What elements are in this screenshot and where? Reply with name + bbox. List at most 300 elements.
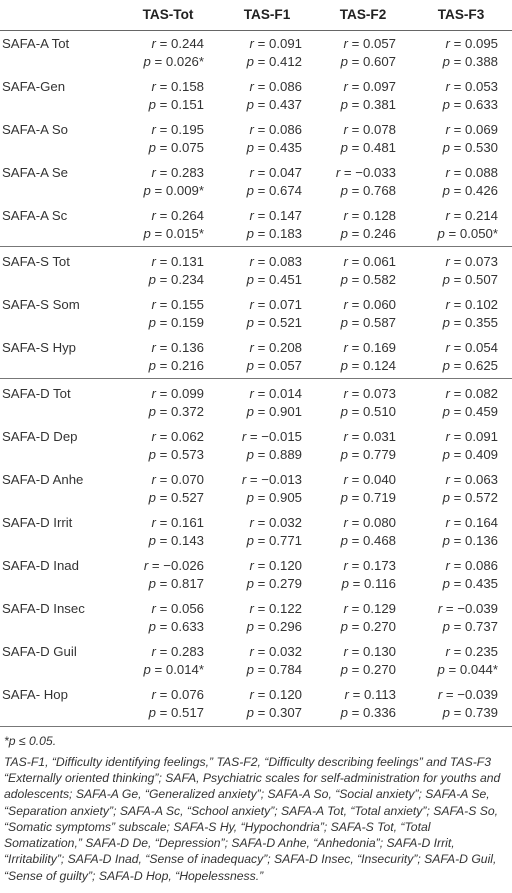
table-footnotes bbox=[0, 727, 512, 884]
r-value-cell bbox=[316, 335, 410, 357]
r-value: 0.235 bbox=[464, 644, 498, 660]
equals-sign: = bbox=[449, 644, 465, 660]
equals-sign: = bbox=[347, 208, 363, 224]
abbreviation-legend: TAS-F1, “Difficulty identifying feelings,” TAS-F2, “Difficulty describing feelings” and TAS-F3 “Externally oriented thinking”; SAFA, Psychiatric scales for self-administration for youths and adolescents; SAFA-A Ge, “Generalized anxiety”; SAFA-A So, “Social anxiety”; SAFA-A Se, “Separation anxiety”; SAFA-A Sc, “School anxiety”; SAFA-A Tot, “Total anxiety”; SAFA-S So, “Somatic symptoms” subscale; SAFA-S Hy, “Hypochondria”; SAFA-S Tot, “Total Somatization,” SAFA-D De, “Depression”; SAFA-D Anhe, “Anhedonia”; SAFA-D Irrit, “Irritability”; SAFA-D Inad, “Sense of inadequacy”; SAFA-D Insec, “Insecurity”; SAFA-D Guil, “Sense of guilty”; SAFA-D Hop, “Hopelessness.” bbox=[4, 754, 501, 883]
p-value: 0.517 bbox=[170, 704, 204, 720]
equals-sign: = bbox=[155, 297, 171, 313]
equals-sign: = bbox=[253, 357, 269, 373]
p-value: 0.183 bbox=[268, 225, 302, 241]
r-symbol: r bbox=[343, 340, 348, 356]
r-value-cell bbox=[316, 682, 410, 704]
r-value-cell bbox=[218, 117, 316, 139]
equals-sign: = bbox=[449, 53, 465, 69]
r-value-cell bbox=[218, 596, 316, 618]
equals-sign: = bbox=[155, 340, 171, 356]
p-value-cell bbox=[218, 225, 316, 247]
row-label-empty bbox=[0, 225, 118, 247]
p-symbol: p bbox=[148, 357, 156, 373]
r-value-cell bbox=[410, 510, 512, 532]
p-symbol: p bbox=[148, 403, 156, 419]
row-label: SAFA-S Hyp bbox=[2, 340, 77, 356]
row-label-empty bbox=[0, 575, 118, 597]
equals-sign: = bbox=[155, 122, 171, 138]
p-value-cell bbox=[410, 271, 512, 293]
r-value: 0.097 bbox=[362, 79, 396, 95]
r-value-cell bbox=[316, 74, 410, 96]
table-row bbox=[0, 357, 512, 379]
p-value: 0.388 bbox=[464, 53, 498, 69]
p-symbol: p bbox=[148, 489, 156, 505]
equals-sign: = bbox=[155, 429, 171, 445]
p-value: 0.014* bbox=[165, 661, 204, 677]
equals-sign: = bbox=[347, 254, 363, 270]
p-value-cell bbox=[316, 182, 410, 204]
p-value-cell bbox=[218, 53, 316, 75]
r-value: 0.032 bbox=[268, 515, 302, 531]
equals-sign: = bbox=[253, 53, 269, 69]
equals-sign: = bbox=[253, 165, 269, 181]
p-symbol: p bbox=[442, 704, 450, 720]
r-value: 0.056 bbox=[170, 601, 204, 617]
p-value-cell bbox=[118, 53, 218, 75]
p-symbol: p bbox=[340, 446, 348, 462]
p-symbol: p bbox=[246, 96, 254, 112]
equals-sign: = bbox=[155, 446, 171, 462]
r-value-cell bbox=[218, 553, 316, 575]
r-value-cell bbox=[118, 247, 218, 271]
table-row bbox=[0, 403, 512, 425]
p-value-cell bbox=[218, 403, 316, 425]
r-symbol: r bbox=[151, 340, 156, 356]
p-value-cell bbox=[316, 403, 410, 425]
r-value: 0.120 bbox=[268, 558, 302, 574]
p-value: 0.435 bbox=[464, 575, 498, 591]
p-value-cell bbox=[316, 225, 410, 247]
r-symbol: r bbox=[437, 601, 443, 617]
p-value: 0.279 bbox=[268, 575, 302, 591]
r-value-cell bbox=[410, 335, 512, 357]
p-symbol: p bbox=[340, 225, 348, 241]
equals-sign: = bbox=[347, 36, 363, 52]
r-value: 0.158 bbox=[170, 79, 204, 95]
equals-sign: = bbox=[155, 139, 171, 155]
r-symbol: r bbox=[343, 36, 348, 52]
p-value: 0.889 bbox=[268, 446, 302, 462]
row-label: SAFA-D Tot bbox=[0, 379, 118, 403]
table-row bbox=[0, 618, 512, 640]
row-label: SAFA-D Dep bbox=[2, 429, 78, 445]
r-symbol: r bbox=[249, 36, 254, 52]
p-symbol: p bbox=[340, 271, 348, 287]
table-row bbox=[0, 335, 512, 357]
table-row bbox=[0, 510, 512, 532]
p-symbol: p bbox=[340, 661, 348, 677]
equals-sign: = bbox=[347, 558, 363, 574]
r-symbol: r bbox=[343, 79, 348, 95]
p-symbol: p bbox=[437, 661, 445, 677]
r-value: 0.264 bbox=[170, 208, 204, 224]
row-label: SAFA- Hop bbox=[2, 687, 68, 703]
p-value: 0.607 bbox=[362, 53, 396, 69]
p-value-cell bbox=[410, 618, 512, 640]
table-row bbox=[0, 139, 512, 161]
p-value-cell bbox=[316, 446, 410, 468]
equals-sign: = bbox=[347, 182, 363, 198]
equals-sign: = bbox=[253, 271, 269, 287]
p-value: 0.507 bbox=[464, 271, 498, 287]
r-value-cell bbox=[218, 510, 316, 532]
p-value-cell bbox=[218, 575, 316, 597]
p-symbol: p bbox=[148, 271, 156, 287]
p-value: 0.784 bbox=[268, 661, 302, 677]
row-label: SAFA-A Se bbox=[2, 165, 68, 181]
p-value-cell bbox=[218, 182, 316, 204]
r-value: 0.080 bbox=[362, 515, 396, 531]
equals-sign: = bbox=[449, 472, 465, 488]
p-symbol: p bbox=[246, 225, 254, 241]
p-value: 0.817 bbox=[170, 575, 204, 591]
equals-sign: = bbox=[347, 340, 363, 356]
equals-sign: = bbox=[155, 357, 171, 373]
r-value: 0.082 bbox=[464, 386, 498, 402]
equals-sign: = bbox=[253, 446, 269, 462]
p-value-cell bbox=[316, 661, 410, 683]
p-symbol: p bbox=[148, 575, 156, 591]
row-label-empty bbox=[0, 618, 118, 640]
r-value-cell bbox=[316, 639, 410, 661]
p-symbol: p bbox=[442, 575, 450, 591]
equals-sign: = bbox=[348, 575, 364, 591]
table-row bbox=[0, 74, 512, 96]
equals-sign: = bbox=[155, 254, 171, 270]
r-value: 0.128 bbox=[362, 208, 396, 224]
p-value: 0.459 bbox=[464, 403, 498, 419]
r-symbol: r bbox=[445, 644, 450, 660]
r-symbol: r bbox=[343, 472, 348, 488]
equals-sign: = bbox=[449, 489, 465, 505]
r-value: 0.031 bbox=[362, 429, 396, 445]
p-symbol: p bbox=[246, 532, 254, 548]
equals-sign: = bbox=[155, 704, 171, 720]
r-value: −0.033 bbox=[355, 165, 396, 181]
equals-sign: = bbox=[347, 225, 363, 241]
r-value-cell bbox=[218, 74, 316, 96]
r-value: 0.283 bbox=[170, 644, 204, 660]
p-value: 0.044* bbox=[459, 661, 498, 677]
p-symbol: p bbox=[148, 704, 156, 720]
r-symbol: r bbox=[249, 687, 254, 703]
r-value-cell bbox=[410, 247, 512, 271]
r-symbol: r bbox=[151, 644, 156, 660]
p-symbol: p bbox=[246, 575, 254, 591]
equals-sign: = bbox=[449, 314, 465, 330]
table-header bbox=[0, 0, 512, 31]
header-cell-blank bbox=[0, 0, 118, 31]
row-label: SAFA-D Anhe bbox=[2, 472, 84, 488]
table-row bbox=[0, 182, 512, 204]
p-value: 0.234 bbox=[170, 271, 204, 287]
r-value-cell bbox=[218, 682, 316, 704]
row-label: SAFA-A Sc bbox=[2, 208, 68, 224]
equals-sign: = bbox=[155, 687, 171, 703]
equals-sign: = bbox=[449, 429, 465, 445]
p-value: 0.633 bbox=[170, 618, 204, 634]
p-value-cell bbox=[218, 532, 316, 554]
p-symbol: p bbox=[442, 53, 450, 69]
r-value: 0.088 bbox=[464, 165, 498, 181]
r-value: 0.054 bbox=[464, 340, 498, 356]
r-symbol: r bbox=[151, 165, 156, 181]
r-value-cell bbox=[316, 596, 410, 618]
p-value: 0.296 bbox=[268, 618, 302, 634]
equals-sign: = bbox=[253, 618, 269, 634]
p-value: 0.124 bbox=[362, 357, 396, 373]
equals-sign: = bbox=[253, 79, 269, 95]
equals-sign: = bbox=[347, 139, 363, 155]
r-symbol: r bbox=[151, 79, 156, 95]
equals-sign: = bbox=[347, 429, 363, 445]
p-symbol: p bbox=[340, 357, 348, 373]
p-symbol: p bbox=[340, 618, 348, 634]
r-value-cell bbox=[410, 596, 512, 618]
equals-sign: = bbox=[155, 165, 171, 181]
equals-sign: = bbox=[155, 601, 171, 617]
p-value: 0.437 bbox=[268, 96, 302, 112]
p-symbol: p bbox=[442, 489, 450, 505]
equals-sign: = bbox=[253, 182, 269, 198]
r-value: 0.099 bbox=[170, 386, 204, 402]
r-symbol: r bbox=[151, 386, 156, 402]
p-value-cell bbox=[218, 704, 316, 727]
r-symbol: r bbox=[445, 340, 450, 356]
r-value: 0.014 bbox=[268, 386, 302, 402]
row-label-empty bbox=[0, 532, 118, 554]
p-symbol: p bbox=[148, 314, 156, 330]
p-symbol: p bbox=[148, 532, 156, 548]
r-symbol: r bbox=[437, 687, 443, 703]
r-symbol: r bbox=[445, 297, 450, 313]
r-value-cell bbox=[316, 510, 410, 532]
p-symbol: p bbox=[340, 704, 348, 720]
r-value-cell bbox=[410, 379, 512, 403]
p-value: 0.779 bbox=[362, 446, 396, 462]
p-symbol: p bbox=[148, 618, 156, 634]
p-value: 0.026* bbox=[165, 53, 204, 69]
p-symbol: p bbox=[246, 489, 254, 505]
r-value-cell bbox=[218, 160, 316, 182]
equals-sign: = bbox=[347, 403, 363, 419]
r-symbol: r bbox=[151, 515, 156, 531]
r-value: −0.026 bbox=[163, 558, 204, 574]
p-value-cell bbox=[316, 704, 410, 727]
equals-sign: = bbox=[253, 704, 269, 720]
table-row bbox=[0, 532, 512, 554]
p-value-cell bbox=[218, 446, 316, 468]
r-value: 0.173 bbox=[362, 558, 396, 574]
equals-sign: = bbox=[347, 357, 363, 373]
equals-sign: = bbox=[449, 122, 465, 138]
r-value-cell bbox=[118, 379, 218, 403]
r-value: 0.076 bbox=[170, 687, 204, 703]
r-value-cell bbox=[118, 682, 218, 704]
r-value-cell bbox=[316, 467, 410, 489]
p-value-cell bbox=[410, 704, 512, 727]
p-value-cell bbox=[410, 661, 512, 683]
r-value-cell bbox=[316, 203, 410, 225]
p-value: 0.521 bbox=[268, 314, 302, 330]
r-symbol: r bbox=[249, 644, 254, 660]
p-symbol: p bbox=[340, 532, 348, 548]
p-value: 0.136 bbox=[464, 532, 498, 548]
p-symbol: p bbox=[246, 403, 254, 419]
r-symbol: r bbox=[249, 208, 254, 224]
r-value: 0.195 bbox=[170, 122, 204, 138]
p-symbol: p bbox=[246, 271, 254, 287]
r-value: 0.070 bbox=[170, 472, 204, 488]
equals-sign: = bbox=[449, 297, 465, 313]
p-value: 0.270 bbox=[362, 661, 396, 677]
equals-sign: = bbox=[155, 489, 171, 505]
r-value-cell bbox=[316, 247, 410, 271]
r-symbol: r bbox=[445, 515, 450, 531]
p-symbol: p bbox=[442, 96, 450, 112]
p-value: 0.151 bbox=[170, 96, 204, 112]
row-label: SAFA-S Som bbox=[2, 297, 80, 313]
r-symbol: r bbox=[249, 122, 254, 138]
r-value-cell bbox=[410, 682, 512, 704]
p-value: 0.739 bbox=[464, 704, 498, 720]
table-row bbox=[0, 247, 512, 271]
p-value-cell bbox=[118, 489, 218, 511]
p-value: 0.015* bbox=[165, 225, 204, 241]
r-value: 0.161 bbox=[170, 515, 204, 531]
r-symbol: r bbox=[151, 601, 156, 617]
r-value: −0.039 bbox=[457, 601, 498, 617]
equals-sign: = bbox=[347, 96, 363, 112]
p-symbol: p bbox=[246, 446, 254, 462]
r-value: 0.069 bbox=[464, 122, 498, 138]
r-symbol: r bbox=[445, 36, 450, 52]
table-row bbox=[0, 53, 512, 75]
r-value: 0.169 bbox=[362, 340, 396, 356]
p-symbol: p bbox=[341, 575, 349, 591]
row-label-empty bbox=[0, 403, 118, 425]
equals-sign: = bbox=[155, 271, 171, 287]
r-value-cell bbox=[218, 424, 316, 446]
r-value-cell bbox=[118, 424, 218, 446]
equals-sign: = bbox=[347, 644, 363, 660]
p-symbol: p bbox=[442, 139, 450, 155]
p-value-cell bbox=[410, 53, 512, 75]
p-value: 0.527 bbox=[170, 489, 204, 505]
table-body bbox=[0, 31, 512, 727]
p-value-cell bbox=[118, 271, 218, 293]
r-value: 0.032 bbox=[268, 644, 302, 660]
equals-sign: = bbox=[444, 225, 460, 241]
r-symbol: r bbox=[151, 208, 156, 224]
r-value: 0.086 bbox=[464, 558, 498, 574]
equals-sign: = bbox=[253, 558, 269, 574]
r-value-cell bbox=[316, 160, 410, 182]
row-label-empty bbox=[0, 357, 118, 379]
p-value: 0.307 bbox=[268, 704, 302, 720]
r-symbol: r bbox=[445, 386, 450, 402]
p-value: 0.625 bbox=[464, 357, 498, 373]
r-symbol: r bbox=[241, 429, 247, 445]
p-symbol: p bbox=[340, 53, 348, 69]
p-value-cell bbox=[410, 357, 512, 379]
equals-sign: = bbox=[347, 704, 363, 720]
equals-sign: = bbox=[347, 297, 363, 313]
p-value-cell bbox=[410, 314, 512, 336]
table-row bbox=[0, 553, 512, 575]
r-symbol: r bbox=[249, 79, 254, 95]
equals-sign: = bbox=[348, 687, 364, 703]
p-value: 0.737 bbox=[464, 618, 498, 634]
r-symbol: r bbox=[343, 386, 348, 402]
p-value-cell bbox=[410, 532, 512, 554]
equals-sign: = bbox=[449, 403, 465, 419]
equals-sign: = bbox=[155, 96, 171, 112]
p-symbol: p bbox=[246, 704, 254, 720]
table-row bbox=[0, 203, 512, 225]
p-value-cell bbox=[118, 532, 218, 554]
p-value-cell bbox=[410, 446, 512, 468]
r-value: 0.095 bbox=[464, 36, 498, 52]
p-symbol: p bbox=[246, 182, 254, 198]
equals-sign: = bbox=[449, 618, 465, 634]
equals-sign: = bbox=[253, 208, 269, 224]
r-value: −0.013 bbox=[261, 472, 302, 488]
p-value-cell bbox=[410, 489, 512, 511]
equals-sign: = bbox=[253, 601, 269, 617]
r-symbol: r bbox=[249, 165, 254, 181]
r-value: 0.102 bbox=[464, 297, 498, 313]
r-value-cell bbox=[218, 639, 316, 661]
r-symbol: r bbox=[151, 122, 156, 138]
r-value: 0.214 bbox=[464, 208, 498, 224]
equals-sign: = bbox=[347, 661, 363, 677]
header-cell-tas-f3: TAS-F3 bbox=[410, 0, 512, 31]
r-value-cell bbox=[118, 74, 218, 96]
p-value-cell bbox=[410, 182, 512, 204]
p-value-cell bbox=[218, 618, 316, 640]
p-value-cell bbox=[316, 489, 410, 511]
equals-sign: = bbox=[253, 515, 269, 531]
p-value-cell bbox=[316, 53, 410, 75]
equals-sign: = bbox=[253, 254, 269, 270]
r-symbol: r bbox=[343, 122, 348, 138]
equals-sign: = bbox=[449, 575, 465, 591]
p-value-cell bbox=[316, 96, 410, 118]
table-row bbox=[0, 424, 512, 446]
equals-sign: = bbox=[340, 165, 356, 181]
equals-sign: = bbox=[449, 704, 465, 720]
r-value: 0.120 bbox=[268, 687, 302, 703]
r-value-cell bbox=[118, 31, 218, 53]
r-value-cell bbox=[118, 160, 218, 182]
equals-sign: = bbox=[449, 36, 465, 52]
p-value: 0.633 bbox=[464, 96, 498, 112]
equals-sign: = bbox=[253, 489, 269, 505]
header-cell-tas-tot: TAS-Tot bbox=[118, 0, 218, 31]
equals-sign: = bbox=[253, 386, 269, 402]
p-symbol: p bbox=[442, 618, 450, 634]
table-row bbox=[0, 575, 512, 597]
p-value-cell bbox=[218, 489, 316, 511]
equals-sign: = bbox=[253, 532, 269, 548]
p-value-cell bbox=[218, 314, 316, 336]
